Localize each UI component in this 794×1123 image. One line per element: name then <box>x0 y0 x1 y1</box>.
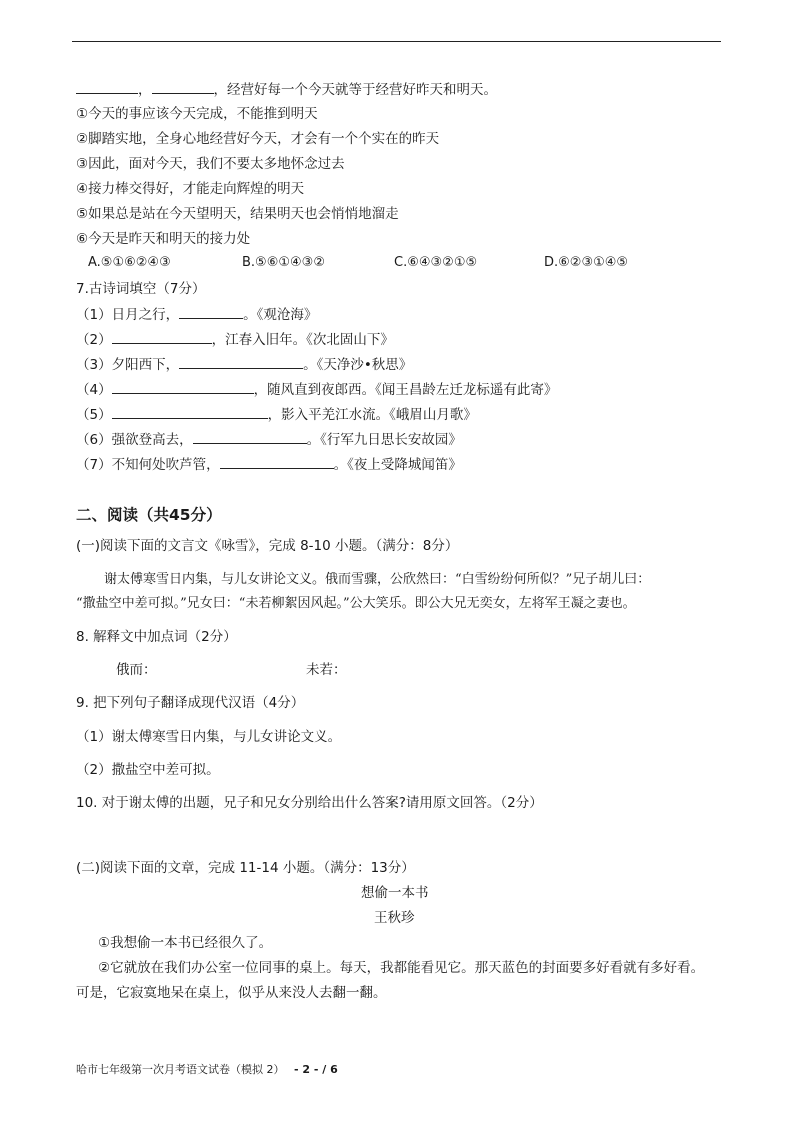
sequence-item: ⑥今天是昨天和明天的接力处 <box>76 231 251 247</box>
q8-word-2: 未若： <box>306 662 347 678</box>
answer-blank <box>193 430 307 444</box>
header-rule <box>72 41 721 42</box>
question-9: 9. 把下列句子翻译成现代汉语（4分） <box>76 695 305 711</box>
poetry-line: （2） ，江春入旧年。《次北固山下》 <box>76 332 394 348</box>
article-paragraph: ②它就放在我们办公室一位同事的桌上。每天，我都能看见它。那天蓝色的封面要多好看就有多好看。 <box>98 960 705 976</box>
q9-sentence-2: （2）撒盐空中差可拟。 <box>76 762 220 778</box>
part2-intro: (二)阅读下面的文章，完成 11-14 小题。（满分：13分） <box>76 860 415 876</box>
answer-blank <box>179 355 303 369</box>
article-title: 想偷一本书 <box>361 885 429 901</box>
part1-intro: (一)阅读下面的文言文《咏雪》，完成 8-10 小题。（满分：8分） <box>76 538 459 554</box>
sequence-item: ③因此，面对今天，我们不要太多地怀念过去 <box>76 156 345 172</box>
sequence-item: ⑤如果总是站在今天望明天，结果明天也会悄悄地溜走 <box>76 206 399 222</box>
answer-blank <box>112 380 254 394</box>
option-c[interactable]: C.⑥④③②①⑤ <box>394 255 478 270</box>
answer-blank <box>112 330 212 344</box>
classical-passage-line: “撒盐空中差可拟。”兄女曰：“未若柳絮因风起。”公大笑乐。即公大兄无奕女，左将军王凝之妻也。 <box>76 596 636 611</box>
poetry-line: （6）强欲登高去， 。《行军九日思长安故园》 <box>76 432 462 448</box>
poetry-line: （1）日月之行， 。《观沧海》 <box>76 307 318 323</box>
answer-blank <box>76 80 138 94</box>
answer-blank <box>179 305 243 319</box>
article-paragraph: 可是，它寂寞地呆在桌上，似乎从来没人去翻一翻。 <box>76 985 387 1001</box>
poetry-line: （3）夕阳西下， 。《天净沙•秋思》 <box>76 357 413 373</box>
sequence-item: ④接力棒交得好，才能走向辉煌的明天 <box>76 181 305 197</box>
option-a[interactable]: A.⑤①⑥②④③ <box>88 255 171 270</box>
option-d[interactable]: D.⑥②③①④⑤ <box>544 255 629 270</box>
page-number: - 2 - / 6 <box>294 1063 338 1076</box>
sequence-stem: ， ，经营好每一个今天就等于经营好昨天和明天。 <box>76 80 497 99</box>
answer-blank <box>112 405 268 419</box>
q9-sentence-1: （1）谢太傅寒雪日内集，与儿女讲论文义。 <box>76 729 342 745</box>
article-author: 王秋珍 <box>374 910 415 926</box>
poetry-line: （4） ，随风直到夜郎西。《闻王昌龄左迁龙标遥有此寄》 <box>76 382 558 398</box>
poetry-title: 7.古诗词填空（7分） <box>76 281 206 297</box>
question-8: 8. 解释文中加点词（2分） <box>76 629 237 645</box>
poetry-line: （5） ，影入平羌江水流。《峨眉山月歌》 <box>76 407 477 423</box>
section-title: 二、阅读（共45分） <box>76 506 222 524</box>
question-10: 10. 对于谢太傅的出题，兄子和兄女分别给出什么答案?请用原文回答。（2分） <box>76 795 543 811</box>
poetry-line: （7）不知何处吹芦管， 。《夜上受降城闻笛》 <box>76 457 462 473</box>
page-footer <box>76 1061 338 1077</box>
sequence-item: ①今天的事应该今天完成，不能推到明天 <box>76 106 318 122</box>
answer-blank <box>220 455 334 469</box>
option-b[interactable]: B.⑤⑥①④③② <box>242 255 325 270</box>
footer-title: 哈市七年级第一次月考语文试卷（模拟 2） <box>76 1063 285 1076</box>
answer-blank <box>152 80 214 94</box>
article-paragraph: ①我想偷一本书已经很久了。 <box>98 935 273 951</box>
q8-word-1: 俄而： <box>116 662 157 678</box>
sequence-item: ②脚踏实地，全身心地经营好今天，才会有一个个实在的昨天 <box>76 131 440 147</box>
classical-passage-line: 谢太傅寒雪日内集，与儿女讲论文义。俄而雪骤，公欣然曰：“白雪纷纷何所似？”兄子胡儿曰： <box>104 572 651 587</box>
